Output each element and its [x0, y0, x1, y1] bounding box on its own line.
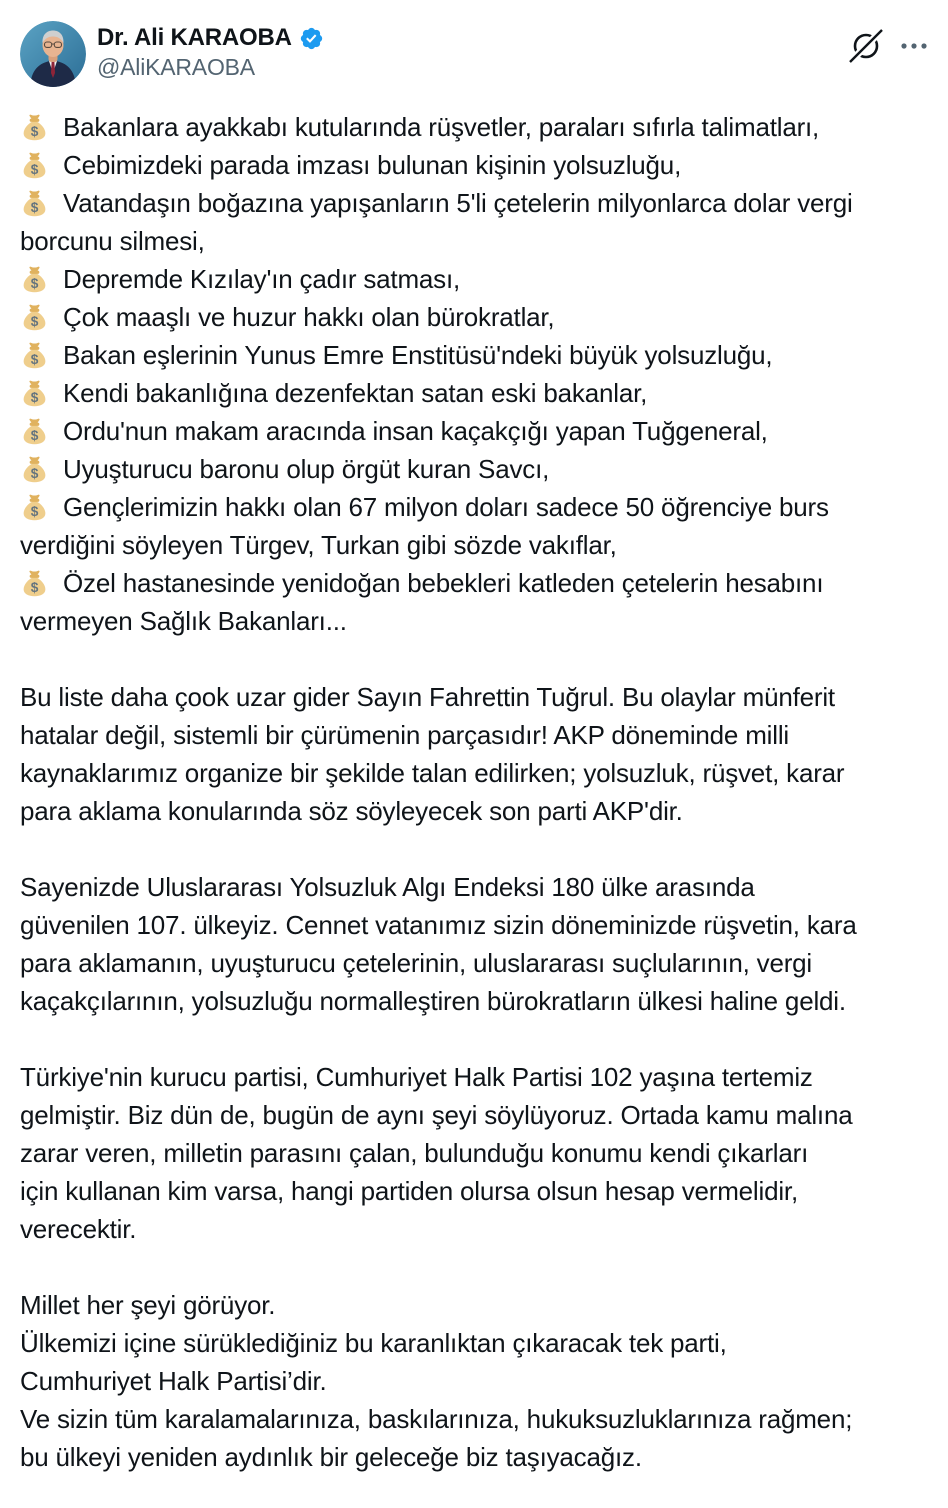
tweet-text-line: $ Vatandaşın boğazına yapışanların 5'li çetelerin milyonlarca dolar vergi [20, 184, 928, 222]
tweet-text-line: borcunu silmesi, [20, 226, 205, 256]
money-bag-icon [20, 340, 49, 369]
tweet-text-line: Bu liste daha çook uzar gider Sayın Fahrettin Tuğrul. Bu olaylar münferit [20, 682, 835, 712]
svg-text:$: $ [30, 124, 39, 140]
svg-text:$: $ [30, 390, 39, 406]
tweet-text-line: gelmiştir. Biz dün de, bugün de aynı şeyi söylüyoruz. Ortada kamu malına [20, 1100, 853, 1130]
svg-text:$: $ [30, 580, 39, 596]
tweet-text-line: $ Depremde Kızılay'ın çadır satması, [20, 260, 928, 298]
money-bag-icon [20, 378, 49, 407]
tweet-text-line: kaçakçılarının, yolsuzluğu normalleştiren bürokratların ülkesi haline geldi. [20, 986, 846, 1016]
tweet-text-line: verdiğini söyleyen Türgev, Turkan gibi sözde vakıflar, [20, 530, 617, 560]
avatar[interactable] [20, 21, 86, 87]
display-name[interactable]: Dr. Ali KARAOBA [97, 24, 292, 51]
money-bag-icon [20, 568, 49, 597]
tweet-text-line: verecektir. [20, 1214, 137, 1244]
tweet-text-line: Ve sizin tüm karalamalarınıza, baskılarınıza, hukuksuzluklarınıza rağmen; [20, 1404, 853, 1434]
tweet-header [20, 0, 928, 87]
svg-text:$: $ [30, 314, 39, 330]
tweet-text-line: zarar veren, milletin parasını çalan, bulunduğu konumu kendi çıkarları [20, 1138, 809, 1168]
tweet-text-line: Ülkemizi içine sürüklediğiniz bu karanlıktan çıkaracak tek parti, [20, 1328, 727, 1358]
money-bag-icon [20, 302, 49, 331]
tweet-text-line: $ Uyuşturucu baronu olup örgüt kuran Savcı, [20, 450, 928, 488]
money-bag-icon [20, 188, 49, 217]
tweet-text [20, 108, 928, 1476]
tweet-text-line: hatalar değil, sistemli bir çürümenin parçasıdır! AKP döneminde milli [20, 720, 789, 750]
tweet-text-line: para aklama konularında söz söyleyecek son parti AKP'dir. [20, 796, 683, 826]
svg-text:$: $ [30, 428, 39, 444]
tweet-text-line: $ Bakan eşlerinin Yunus Emre Enstitüsü'ndeki büyük yolsuzluğu, [20, 336, 928, 374]
tweet-text-line: bu ülkeyi yeniden aydınlık bir geleceğe biz taşıyacağız. [20, 1442, 642, 1472]
tweet-text-line: $ Kendi bakanlığına dezenfektan satan eski bakanlar, [20, 374, 928, 412]
svg-text:$: $ [30, 200, 39, 216]
money-bag-icon [20, 150, 49, 179]
tweet-text-line: Türkiye'nin kurucu partisi, Cumhuriyet Halk Partisi 102 yaşına tertemiz [20, 1062, 813, 1092]
blank-line [20, 640, 928, 678]
tweet-text-line: $ Özel hastanesinde yenidoğan bebekleri katleden çetelerin hesabını [20, 564, 928, 602]
blank-line [20, 830, 928, 868]
blank-line [20, 1020, 928, 1058]
avatar-image [20, 21, 86, 87]
grok-icon[interactable] [848, 28, 884, 64]
money-bag-icon [20, 416, 49, 445]
tweet-text-line: $ Ordu'nun makam aracında insan kaçakçığı yapan Tuğgeneral, [20, 412, 928, 450]
money-bag-icon [20, 492, 49, 521]
tweet-text-line: Sayenizde Uluslararası Yolsuzluk Algı Endeksi 180 ülke arasında [20, 872, 755, 902]
more-menu-icon[interactable] [900, 41, 928, 51]
tweet-text-line: Millet her şeyi görüyor. [20, 1290, 276, 1320]
tweet-text-line: $ Bakanlara ayakkabı kutularında rüşvetler, paraları sıfırla talimatları, [20, 108, 928, 146]
tweet-text-line: $ Cebimizdeki parada imzası bulunan kişinin yolsuzluğu, [20, 146, 928, 184]
tweet-text-line: kaynaklarımız organize bir şekilde talan edilirken; yolsuzluk, rüşvet, karar [20, 758, 845, 788]
tweet-text-line: para aklamanın, uyuşturucu çetelerinin, uluslararası suçlularının, vergi [20, 948, 813, 978]
svg-text:$: $ [30, 466, 39, 482]
money-bag-icon [20, 112, 49, 141]
svg-text:$: $ [30, 352, 39, 368]
tweet-text-line: $ Gençlerimizin hakkı olan 67 milyon doları sadece 50 öğrenciye burs [20, 488, 928, 526]
header-actions [848, 21, 928, 64]
blank-line [20, 1248, 928, 1286]
author-block [97, 21, 324, 81]
tweet-text-line: güvenilen 107. ülkeyiz. Cennet vatanımız sizin döneminizde rüşvetin, kara [20, 910, 857, 940]
svg-text:$: $ [30, 504, 39, 520]
svg-text:$: $ [30, 162, 39, 178]
tweet-text-line: vermeyen Sağlık Bakanları... [20, 606, 347, 636]
tweet-text-line: için kullanan kim varsa, hangi partiden olursa olsun hesap vermelidir, [20, 1176, 798, 1206]
tweet-text-line: Cumhuriyet Halk Partisi’dir. [20, 1366, 327, 1396]
money-bag-icon [20, 454, 49, 483]
svg-text:$: $ [30, 276, 39, 292]
author-name-row[interactable] [97, 24, 324, 52]
tweet-text-line: $ Çok maaşlı ve huzur hakkı olan bürokratlar, [20, 298, 928, 336]
verified-badge-icon [299, 26, 324, 51]
author-handle[interactable]: @AliKARAOBA [97, 54, 255, 80]
money-bag-icon [20, 264, 49, 293]
